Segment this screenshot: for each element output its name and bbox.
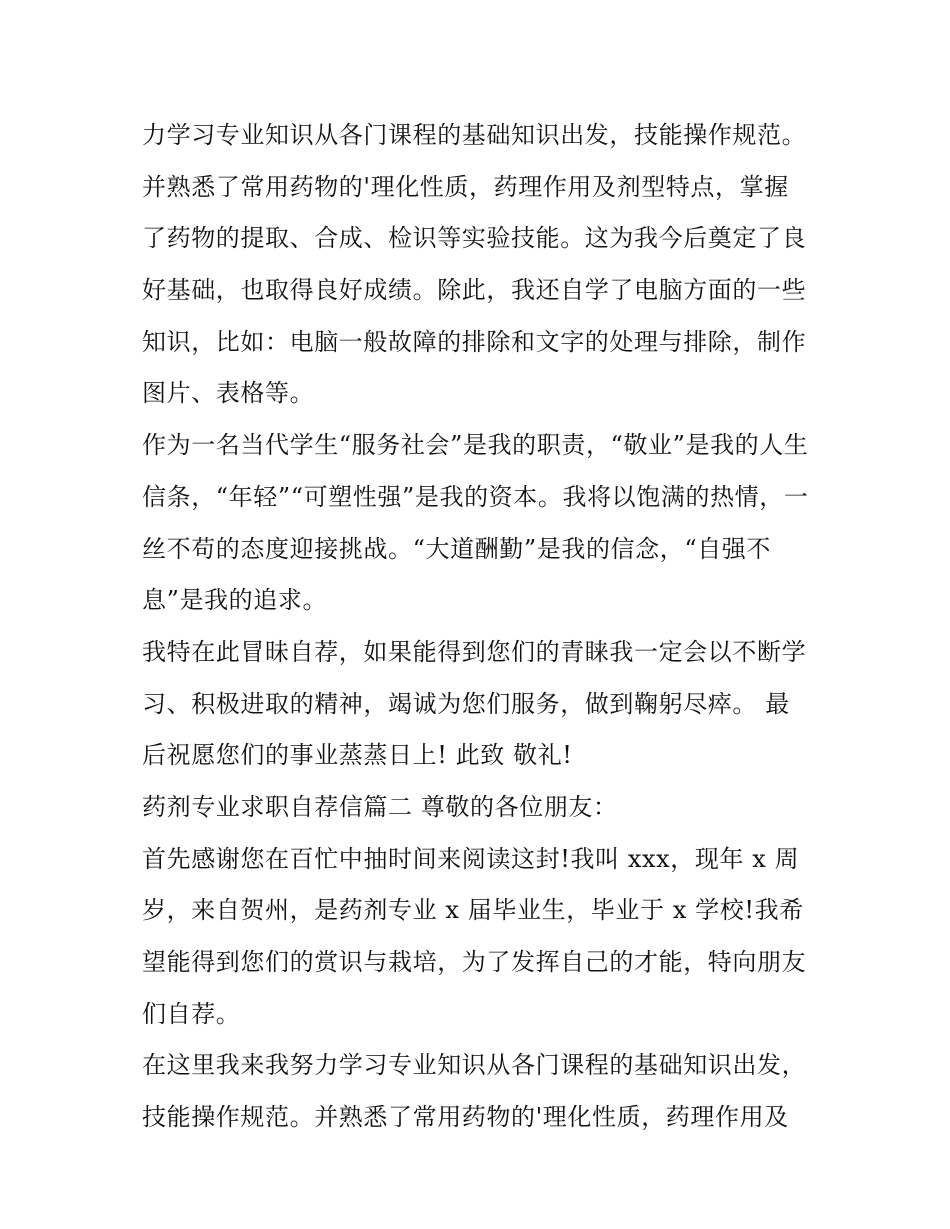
text-line: 作为一名当代学生“服务社会”是我的职责，“敬业”是我的人生	[142, 431, 809, 460]
text-line: 后祝愿您们的事业蒸蒸日上! 此致 敬礼!	[142, 741, 573, 770]
text-line: 岁，来自贺州，是药剂专业 x 届毕业生，毕业于 x 学校!我希	[142, 896, 804, 925]
section-heading: 药剂专业求职自荐信篇二 尊敬的各位朋友：	[142, 792, 618, 821]
text-line: 丝不苟的态度迎接挑战。“大道酬勤”是我的信念，“自强不	[142, 534, 772, 563]
text-line: 首先感谢您在百忙中抽时间来阅读这封!我叫 xxx，现年 x 周	[142, 844, 800, 873]
text-line: 望能得到您们的赏识与栽培，为了发挥自己的才能，特向朋友	[142, 948, 807, 976]
text-line: 习、积极进取的精神，竭诚为您们服务，做到鞠躬尽瘁。 最	[142, 689, 790, 718]
text-line: 了药物的提取、合成、检识等实验技能。这为我今后奠定了良	[142, 224, 807, 253]
text-line: 们自荐。	[142, 999, 241, 1028]
text-line: 信条，“年轻”“可塑性强”是我的资本。我将以饱满的热情，一	[142, 482, 809, 511]
text-line: 好基础，也取得良好成绩。除此，我还自学了电脑方面的一些	[142, 276, 807, 305]
text-line: 知识，比如：电脑一般故障的排除和文字的处理与排除，制作	[142, 327, 807, 356]
text-line: 在这里我来我努力学习专业知识从各门课程的基础知识出发，	[142, 1051, 807, 1080]
text-line: 我特在此冒昧自荐，如果能得到您们的青睐我一定会以不断学	[142, 637, 807, 666]
text-line: 技能操作规范。并熟悉了常用药物的'理化性质，药理作用及	[142, 1103, 789, 1132]
text-line: 息”是我的追求。	[142, 586, 328, 615]
text-line: 图片、表格等。	[142, 379, 315, 408]
document-body	[142, 110, 832, 1144]
text-line: 力学习专业知识从各门课程的基础知识出发，技能操作规范。	[142, 121, 807, 149]
text-line: 并熟悉了常用药物的'理化性质，药理作用及剂型特点，掌握	[142, 172, 789, 201]
